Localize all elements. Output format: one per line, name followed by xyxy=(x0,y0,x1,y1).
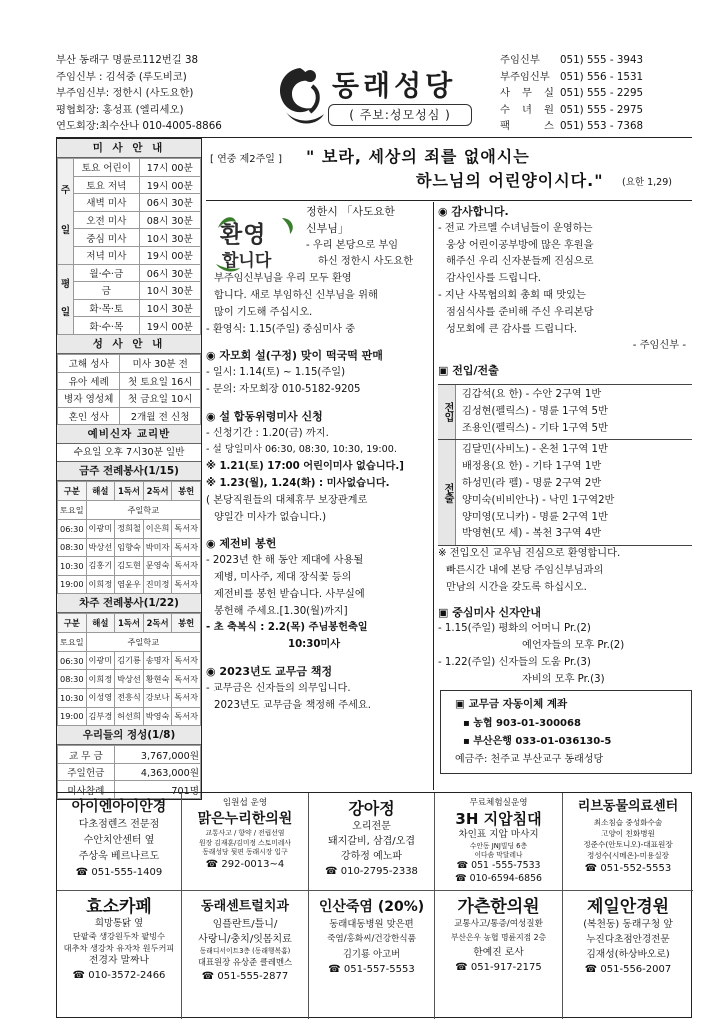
mass-name: 토요 어린이 xyxy=(74,159,140,177)
mass-name: 저녁 미사 xyxy=(74,246,140,264)
mass-schedule-table xyxy=(57,158,201,335)
list-item: 박영현(모 세) - 복천 3구역 4반 xyxy=(462,528,602,540)
church-name: 동래성당 xyxy=(332,69,457,102)
mass-name: 새벽 미사 xyxy=(74,194,140,212)
tithe-title: ◉ 2023년도 교무금 책정 xyxy=(206,664,333,678)
advertisement-grid xyxy=(56,792,692,1018)
liturgical-week: [ 연중 제2주일 ] xyxy=(210,154,283,165)
list-item: 조용인(펠릭스) - 기타 1구역 5반 xyxy=(462,422,608,434)
ad-animal-hospital: 리브동물의료센터 최소침습 중성화수술 고양이 친화병원 정준수(안토니오)-대표원장 정성수(시메온)-미용실장 ☎ 051-552-5553 xyxy=(563,793,693,891)
account-title: ▣ 교무금 자동이체 계좌 xyxy=(455,698,568,710)
altar-fee-title: ◉ 제전비 봉헌 xyxy=(206,537,277,551)
service-next-week-table: 구분 해설 1독서 2독서 봉헌 토요일 주일학교 06:30 이광미 김기룡 송명자 독서자 08:30 이희정 박상선 황현숙 독서자 10:30 이성영 전흥식 강보나 독서자 19:00 김부경 허선희 박영숙 독서자 xyxy=(57,613,201,726)
ad-cafe: 효소카페 희망통닭 옆 단팥죽 생강원두차 팥빙수 대추차 생강차 유자차 원두커피 전경자 말짜나 ☎ 010-3572-2466 xyxy=(57,891,182,1019)
staff-line: 평협회장: 홍성표 (엘리세오) xyxy=(56,103,184,116)
theme-quote-line2: 하느님의 어린양이시다." xyxy=(416,171,604,190)
account-owner: 예금주: 천주교 부산교구 동래성당 xyxy=(455,754,604,765)
welcome-heading: 신부님」 xyxy=(306,221,349,235)
staff-line: 부주임신부: 정한시 (사도요한) xyxy=(56,87,194,100)
catechumen-time: 수요일 오후 7시30분 일반 xyxy=(57,444,201,462)
mass-time: 19시 00분 xyxy=(139,176,200,194)
church-emblem-icon xyxy=(272,64,330,128)
transfer-title: ▣ 전입/전출 xyxy=(438,364,499,378)
welcome-art-text: 환영 xyxy=(220,222,267,248)
table-row: 06:30 이광미 정희철 이은희 독서자 xyxy=(58,519,201,538)
mass-time: 10시 30분 xyxy=(139,229,200,247)
list-item: 김갑석(요 한) - 수안 2구역 1반 xyxy=(462,388,602,400)
mass-name: 화·목·토 xyxy=(74,299,140,317)
sacrament-table: 고해 성사 미사 30분 전 유아 세례 첫 토요일 16시 병자 영성체 첫 금요일 10시 혼인 성사 2개월 전 신청 xyxy=(57,354,201,425)
mass-name: 중심 미사 xyxy=(74,229,140,247)
mass-time: 19시 00분 xyxy=(139,317,200,335)
thanks-title: ◉ 감사합니다. xyxy=(438,205,509,218)
contact-row: 사 무 실 051) 555 - 2295 xyxy=(500,87,644,100)
welcome-art-text: 합니다 xyxy=(222,251,272,271)
account-line: ▪ 농협 903-01-300068 xyxy=(463,718,581,729)
table-row: 10:30 김홍기 김도현 문영숙 독서자 xyxy=(58,557,201,576)
staff-line: 주임신부 : 김석중 (루도비코) xyxy=(56,70,187,83)
contact-row: 주임신부 051) 555 - 3943 xyxy=(500,54,644,66)
ad-korean-medicine: 가츤한의원 교통사고/통증/여성질환 부산은우 농협 명륜지점 2층 한예진 로사 ☎ 051-917-2175 xyxy=(435,891,563,1019)
list-item: 양미숙(비비안나) - 낙민 1구역2반 xyxy=(462,494,615,506)
ad-optical-shop: 아이엔아이안경 다초점렌즈 전문점 수안치안센터 옆 주상욱 베르나르도 ☎ 051-555-1409 xyxy=(57,793,182,891)
ad-bamboo-salt: 인산죽염 (20%) 동래대동병원 맞은편 죽염/홍화씨/건강한식품 김기룡 아고버 ☎ 051-557-5553 xyxy=(309,891,435,1019)
theme-divider xyxy=(206,200,692,201)
memorial-mass-title: ◉ 설 합동위령미사 신청 xyxy=(206,409,323,423)
column-divider xyxy=(433,202,434,790)
rice-cake-title: ◉ 자모회 설(구정) 맞이 떡국떡 판매 xyxy=(206,349,383,363)
theme-quote-line1: " 보라, 세상의 죄를 없애시는 xyxy=(306,147,530,166)
contact-row: 부주임신부 051) 556 - 1531 xyxy=(500,70,644,83)
sacrament-title: 성 사 안 내 xyxy=(57,335,201,354)
bulletin-subtitle: ( 주보:성모성심 ) xyxy=(328,104,472,126)
church-address: 부산 동래구 명륜로112번길 38 xyxy=(56,54,199,66)
transfer-out-label: 전출 xyxy=(438,440,456,545)
mass-time: 06시 30분 xyxy=(139,264,200,282)
mass-time: 19시 00분 xyxy=(139,246,200,264)
theme-reference: (요한 1,29) xyxy=(622,177,672,188)
tithe-account-box xyxy=(440,690,692,774)
ad-restaurant: 강아정 오리전문 돼지갈비, 삼겹/오겹 강하정 예노파 ☎ 010-2795-2338 xyxy=(309,793,435,891)
staff-line: 연도회장:최수산나 010-4005-8866 xyxy=(56,120,222,133)
table-row: 10:30 이성영 전흥식 강보나 독서자 xyxy=(58,689,201,708)
mass-name: 월·수·금 xyxy=(74,264,140,282)
bulletin-header xyxy=(56,52,688,138)
list-item: 하성민(라 펠) - 명륜 2구역 2반 xyxy=(462,477,602,489)
service-next-week-title: 차주 전례봉사(1/22) xyxy=(57,594,201,613)
mass-title: 미 사 안 내 xyxy=(57,139,201,158)
contact-row: 수 녀 원 051) 555 - 2975 xyxy=(500,103,644,116)
table-row: 19:00 이희정 염윤우 진미정 독서자 xyxy=(58,575,201,594)
offering-table: 교 무 금 3,767,000원 주일헌금 4,363,000원 미사참례 701명 xyxy=(57,745,201,799)
table-row: 19:00 김부경 허선희 박영숙 독서자 xyxy=(58,707,201,726)
offering-title: 우리들의 정성(1/8) xyxy=(57,726,201,745)
ad-eyewear: 제일안경원 (복천동) 동래구청 앞 누진다초점안경전문 김재성(하상바오로) ☎ 051-556-2007 xyxy=(583,897,673,975)
mass-time: 17시 00분 xyxy=(139,159,200,177)
ad-massage-bed: 무료체험실운영 3H 지압침대 차인표 지압 마사지 수안동 JNJ빌딩 6층 이다솜 막달레나 ☎ 051 -555-7533 ☎ 010-6594-6856 xyxy=(435,793,563,891)
weekly-theme xyxy=(210,142,710,196)
church-logo xyxy=(272,60,482,134)
left-info-column xyxy=(56,138,202,800)
welcome-heading: 정한시 「사도요한 xyxy=(306,205,395,218)
list-item: 김성현(펠릭스) - 명륜 1구역 5반 xyxy=(462,405,608,417)
weekday-label: 평 일 xyxy=(58,264,74,334)
mass-time: 10시 30분 xyxy=(139,299,200,317)
service-this-week-title: 금주 전례봉사(1/15) xyxy=(57,462,201,481)
table-row: 06:30 이광미 김기룡 송명자 독서자 xyxy=(58,651,201,670)
mass-name: 화·수·목 xyxy=(74,317,140,335)
list-item: 양미영(모니카) - 명륜 2구역 1반 xyxy=(462,511,608,523)
catechumen-title: 예비신자 교리반 xyxy=(57,425,201,444)
mass-name: 금 xyxy=(74,282,140,300)
prayer-group-title: ▣ 중심미사 신자안내 xyxy=(438,605,542,619)
mass-name: 오전 미사 xyxy=(74,211,140,229)
list-item: 김달민(사비노) - 온천 1구역 1반 xyxy=(462,444,608,456)
sunday-label: 주 일 xyxy=(58,159,74,265)
table-row: 08:30 이희정 박상선 황현숙 독서자 xyxy=(58,670,201,689)
mass-time: 08시 30분 xyxy=(139,211,200,229)
mass-time: 06시 30분 xyxy=(139,194,200,212)
mass-time: 10시 30분 xyxy=(139,282,200,300)
mass-name: 토요 저녁 xyxy=(74,176,140,194)
list-item: 배정용(요 한) - 기타 1구역 1반 xyxy=(462,461,602,473)
ad-oriental-clinic: 임원섭 운영 맑은누리한의원 교통사고 / 향약 / 전립선염 원장 김재훈/김미정 스토미레사 동래성당 뒷편 동래시장 입구 ☎ 292-0013~4 xyxy=(182,793,309,891)
ad-dental-clinic: 동래센트럴치과 임플란트/틀니/ 사랑니/충치/잇몸치료 동래디서이트3층 (동래행복홈) 대표원장 유상준 클레멘스 ☎ 051-555-2877 xyxy=(182,891,309,1019)
transfer-out-box xyxy=(438,439,692,546)
service-this-week-table: 구분 해설 1독서 2독서 봉헌 토요일 주일학교 06:30 이광미 정희철 이은희 독서자 08:30 박상선 임향숙 박미자 독서자 10:30 김홍기 김도현 문영숙 독서자 19:00 이희정 염윤우 진미정 독서자 xyxy=(57,481,201,594)
middle-news-column: 정한시 「사도요한 신부님」 - 우리 본당으로 부임 하신 정한시 사도요한 부주임신부님을 우리 모두 환영 합니다. 새로 부임하신 신부님을 위해 많이 기도해 주십시오. - 환영식: 1.15(주일) 중심미사 중 ◉ 자모회 설(구정) 맞이 떡국떡 판매 - 일시: 1.14(토) ~ 1.15(주일) - 문의: 자모회장 010-5182-9205 ◉ 설 합동위령미사 신청 - 신청기간 : 1.20(금) 까지. - 설 당일미사 06:30, 08:30, 10:30, 19:00. ※ 1.21(토) 17:00 어린이미사 없습니다.] ※ 1.23(월), 1.24(화) : 미사없습니다. ( 본당직원들의 대체휴무 보장관계로 양일간 미사가 없습니다.) ◉ 제전비 봉헌 - 2023년 한 해 동안 제대에 사용될 제병, 미사주, 제대 장식꽃 등의 제전비를 봉헌 받습니다. 사무실에 봉헌해 주세요.[1.30(월)까지] - 초 축복식 : 2.2(목) 주님봉헌축일 10:30미사 ◉ 2023년도 교무금 책정 - 교무금은 신자들의 의무입니다. 2023년도 교무금을 책정해 주세요. xyxy=(206,204,430,714)
contact-row: 팩 스 051) 553 - 7368 xyxy=(500,120,644,133)
table-row: 08:30 박상선 임향숙 박미자 독서자 xyxy=(58,538,201,557)
header-contacts xyxy=(500,52,643,135)
account-line: ▪ 부산은행 033-01-036130-5 xyxy=(463,736,612,747)
right-news-column: ◉ 감사합니다. - 전교 가르멜 수녀님들이 운영하는 웅상 어린이공부방에 많은 후원을 해주신 우리 신자분들께 진심으로 감사인사를 드립니다. - 지난 사목협의회 총회 때 맛있는 점심식사를 준비해 주신 우리본당 성모회에 큰 감사를 드립니다. - 주임신부 - ▣ 전입/전출 전입 김갑석(요 한) - 수안 2구역 1반 김성현(펠릭스) - 명륜 1구역 5반 조용인(펠릭스) - 기타 1구역 5반 전출 김달민(사비노) - 온천 1구역 1반 배정용(요 한) - 기타 1구역 1반 하성민(라 펠) - 명륜 2구역 2반 양미숙(비비안나) - 낙민 1구역2반 양미영(모니카) - 명륜 2구역 1반 박영현(모 세) - 복천 3구역 4반 ※ 전입오신 교우님 진심으로 환영합니다. 빠른시간 내에 본당 주임신부님과의 만남의 시간을 갖도록 하십시오. ▣ 중심미사 신자안내 - 1.15(주일) 평화의 어머니 Pr.(2) 예언자들의 모후 Pr.(2) - 1.22(주일) 신자들의 도움 Pr.(3) 자비의 모후 Pr.(3) xyxy=(438,204,692,689)
transfer-in-label: 전입 xyxy=(438,385,456,439)
transfer-in-box xyxy=(438,384,692,439)
header-staff-left xyxy=(56,52,222,135)
